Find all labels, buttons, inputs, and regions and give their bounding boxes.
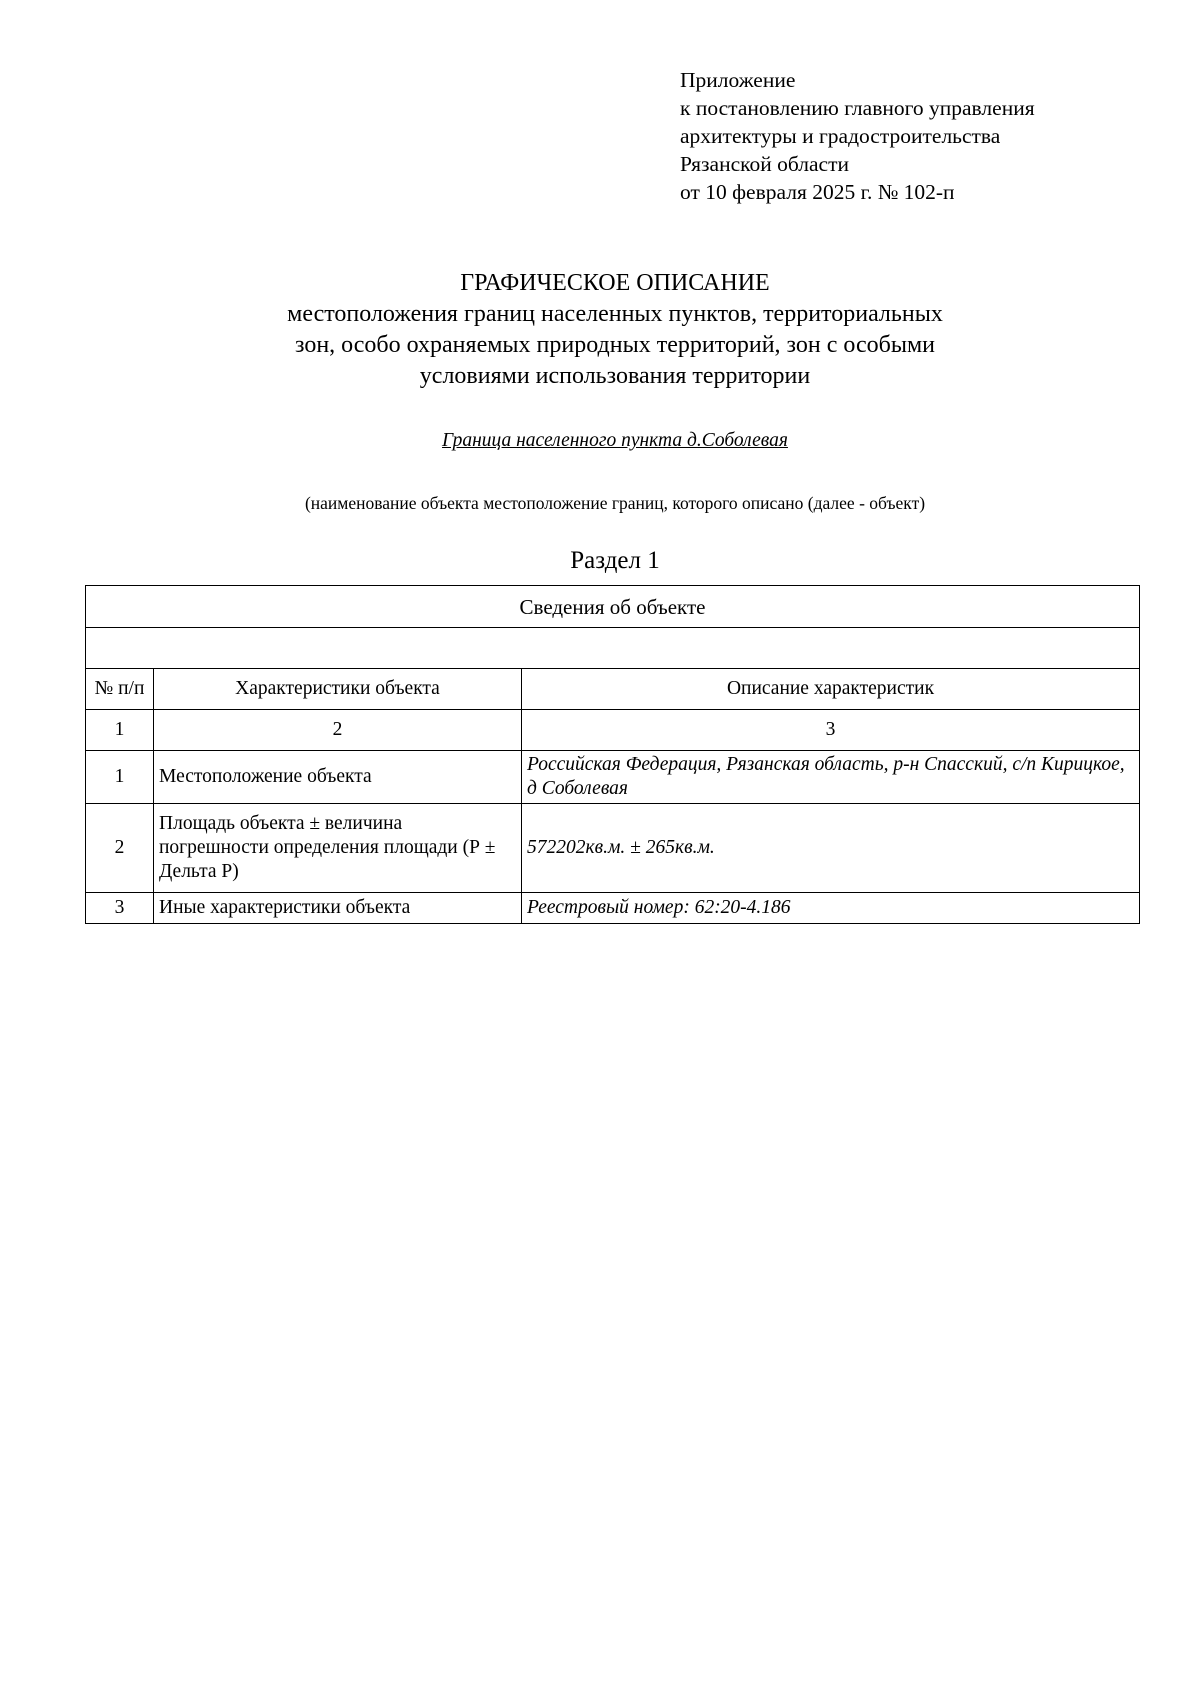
column-number: 1	[86, 710, 154, 751]
row-characteristic: Площадь объекта ± величина погрешности определения площади (Р ± Дельта Р)	[154, 804, 522, 893]
row-characteristic: Иные характеристики объекта	[154, 893, 522, 924]
column-number: 2	[154, 710, 522, 751]
appendix-line: к постановлению главного управления	[680, 96, 1035, 120]
appendix-line: Приложение	[680, 68, 796, 92]
object-name-caption: (наименование объекта местоположение границ, которого описано (далее - объект)	[304, 493, 926, 513]
document-title-line: условиями использования территории	[419, 363, 811, 389]
row-description: 572202кв.м. ± 265кв.м.	[522, 804, 1140, 893]
object-name	[120, 430, 1110, 452]
appendix-line: архитектуры и градостроительства	[680, 124, 1001, 148]
object-name-text: Граница населенного пункта д.Соболевая	[442, 430, 788, 451]
appendix-line: от 10 февраля 2025 г. № 102-п	[680, 180, 955, 204]
header-characteristic: Характеристики объекта	[154, 669, 522, 710]
header-num: № п/п	[86, 669, 154, 710]
row-num: 3	[86, 893, 154, 924]
row-num: 2	[86, 804, 154, 893]
table-row	[86, 751, 1140, 804]
header-description: Описание характеристик	[522, 669, 1140, 710]
appendix-header	[680, 66, 1035, 206]
column-number: 3	[522, 710, 1140, 751]
document-title	[120, 268, 1110, 392]
row-description: Реестровый номер: 62:20-4.186	[522, 893, 1140, 924]
row-description: Российская Федерация, Рязанская область, р-н Спасский, с/п Кирицкое, д Соболевая	[522, 751, 1140, 804]
appendix-line: Рязанской области	[680, 152, 849, 176]
object-info-table	[85, 585, 1140, 924]
row-num: 1	[86, 751, 154, 804]
table-empty-row	[86, 628, 1140, 669]
table-caption-row	[86, 586, 1140, 628]
document-title-line: местоположения границ населенных пунктов, территориальных	[287, 301, 943, 327]
table-header-row	[86, 669, 1140, 710]
table-row	[86, 893, 1140, 924]
table-column-numbers-row	[86, 710, 1140, 751]
table-caption: Сведения об объекте	[86, 586, 1140, 628]
document-title-main: ГРАФИЧЕСКОЕ ОПИСАНИЕ	[460, 270, 770, 296]
section-title: Раздел 1	[570, 547, 660, 574]
table-empty-cell	[86, 628, 1140, 669]
table-row	[86, 804, 1140, 893]
document-title-line: зон, особо охраняемых природных территорий, зон с особыми	[294, 332, 936, 358]
row-characteristic: Местоположение объекта	[154, 751, 522, 804]
